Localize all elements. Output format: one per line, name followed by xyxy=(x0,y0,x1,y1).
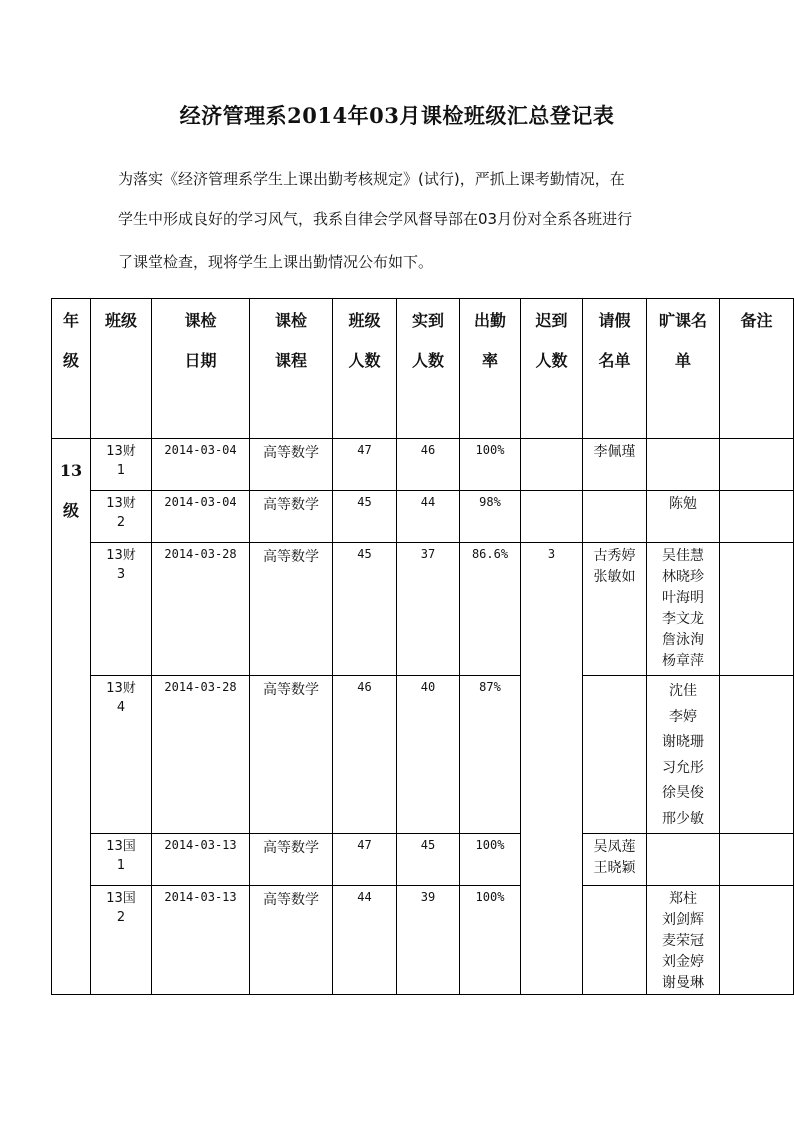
date-cell: 2014-03-04 xyxy=(152,491,250,543)
class-cell: 13国 2 xyxy=(91,886,152,995)
course-cell: 高等数学 xyxy=(250,491,333,543)
late-cell xyxy=(521,439,583,491)
present-cell: 45 xyxy=(397,834,460,886)
table-row xyxy=(52,676,794,834)
size-cell: 46 xyxy=(333,676,397,834)
leave-list-cell: 古秀婷 张敏如 xyxy=(583,543,647,676)
absent-list-cell: 沈佳 李婷 谢晓珊 习允彤 徐昊俊 邢少敏 xyxy=(647,676,720,834)
intro-line-2: 学生中形成良好的学习风气，我系自律会学风督导部在03月份对全系各班进行 xyxy=(118,210,633,228)
header-absent-list: 旷课名 单 xyxy=(647,299,720,439)
late-cell xyxy=(583,886,647,995)
header-attendance-rate: 出勤 率 xyxy=(460,299,521,439)
attendance-table xyxy=(51,298,794,995)
course-cell: 高等数学 xyxy=(250,886,333,995)
header-leave-list: 请假 名单 xyxy=(583,299,647,439)
date-cell: 2014-03-13 xyxy=(152,886,250,995)
class-cell: 13财 2 xyxy=(91,491,152,543)
late-cell: 3 xyxy=(521,543,583,995)
present-cell: 46 xyxy=(397,439,460,491)
rate-cell: 87% xyxy=(460,676,521,834)
date-cell: 2014-03-04 xyxy=(152,439,250,491)
rate-cell: 100% xyxy=(460,886,521,995)
note-cell xyxy=(720,491,794,543)
size-cell: 47 xyxy=(333,834,397,886)
grade-cell: 13 级 xyxy=(52,439,91,995)
course-cell: 高等数学 xyxy=(250,676,333,834)
header-check-course: 课检 课程 xyxy=(250,299,333,439)
header-present: 实到 人数 xyxy=(397,299,460,439)
document-title: 经济管理系2014年03月课检班级汇总登记表 xyxy=(179,103,615,128)
table-row xyxy=(52,439,794,491)
header-note: 备注 xyxy=(720,299,794,439)
note-cell xyxy=(720,676,794,834)
present-cell: 37 xyxy=(397,543,460,676)
present-cell: 40 xyxy=(397,676,460,834)
date-cell: 2014-03-28 xyxy=(152,676,250,834)
absent-list-cell: 吴佳慧 林晓珍 叶海明 李文龙 詹泳洵 杨章萍 xyxy=(647,543,720,676)
header-grade: 年 级 xyxy=(52,299,91,439)
note-cell xyxy=(720,834,794,886)
class-cell: 13财 3 xyxy=(91,543,152,676)
leave-list-cell xyxy=(583,676,647,834)
size-cell: 44 xyxy=(333,886,397,995)
class-cell: 13财 1 xyxy=(91,439,152,491)
rate-cell: 86.6% xyxy=(460,543,521,676)
course-cell: 高等数学 xyxy=(250,439,333,491)
present-cell: 44 xyxy=(397,491,460,543)
table-header-row xyxy=(52,299,794,439)
leave-list-cell: 吴凤莲 王晓颖 xyxy=(583,834,647,886)
size-cell: 45 xyxy=(333,491,397,543)
absent-list-cell xyxy=(647,834,720,886)
class-cell: 13国 1 xyxy=(91,834,152,886)
rate-cell: 100% xyxy=(460,439,521,491)
absent-list-cell xyxy=(647,439,720,491)
course-cell: 高等数学 xyxy=(250,834,333,886)
late-cell xyxy=(521,491,583,543)
size-cell: 47 xyxy=(333,439,397,491)
table-row xyxy=(52,543,794,676)
leave-list-cell: 李佩瑾 xyxy=(583,439,647,491)
table-row xyxy=(52,886,794,995)
header-class-size: 班级 人数 xyxy=(333,299,397,439)
table-row xyxy=(52,491,794,543)
leave-list-cell: 郑柱 刘剑辉 麦荣冠 刘金婷 谢曼琳 xyxy=(647,886,720,995)
course-cell: 高等数学 xyxy=(250,543,333,676)
table-row xyxy=(52,834,794,886)
absent-list-cell: 陈勉 xyxy=(647,491,720,543)
header-class: 班级 xyxy=(91,299,152,439)
header-check-date: 课检 日期 xyxy=(152,299,250,439)
date-cell: 2014-03-13 xyxy=(152,834,250,886)
header-late-count: 迟到 人数 xyxy=(521,299,583,439)
date-cell: 2014-03-28 xyxy=(152,543,250,676)
note-cell xyxy=(720,439,794,491)
intro-line-1: 为落实《经济管理系学生上课出勤考核规定》(试行)，严抓上课考勤情况，在 xyxy=(118,170,625,188)
note-cell xyxy=(720,543,794,676)
leave-list-cell xyxy=(583,491,647,543)
class-cell: 13财 4 xyxy=(91,676,152,834)
rate-cell: 100% xyxy=(460,834,521,886)
intro-line-3: 了课堂检查，现将学生上课出勤情况公布如下。 xyxy=(118,253,434,271)
rate-cell: 98% xyxy=(460,491,521,543)
present-cell: 39 xyxy=(397,886,460,995)
absent-list-cell xyxy=(720,886,794,995)
size-cell: 45 xyxy=(333,543,397,676)
